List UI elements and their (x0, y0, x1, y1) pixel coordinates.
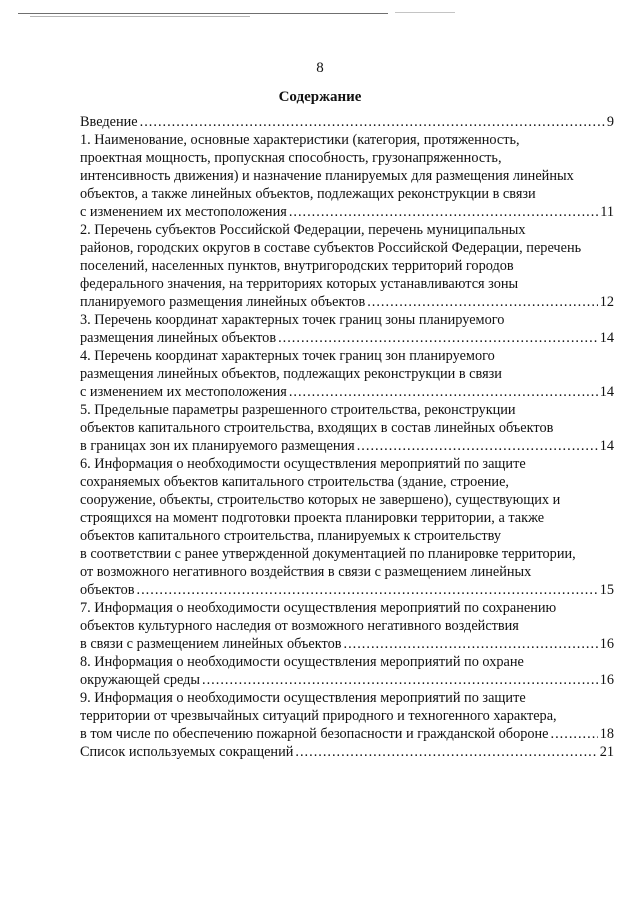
toc-entry-line: территории от чрезвычайных ситуаций природного и техногенного характера, (80, 708, 557, 724)
toc-entry-line: объектов капитального строительства, планируемых к строительству (80, 528, 502, 544)
toc-entry-line: объектов капитального строительства, входящих в состав линейных объектов (80, 420, 554, 436)
dot-leader (278, 329, 598, 347)
toc-entry-text: планируемого размещения линейных объектов (80, 294, 366, 310)
toc-entry-last-line (80, 329, 614, 347)
toc-page-number: 21 (599, 744, 614, 760)
toc-page-number: 14 (599, 330, 614, 346)
table-of-contents (80, 113, 614, 761)
toc-entry-line: в соответствии с ранее утвержденной документацией по планировке территории, (80, 546, 576, 562)
toc-entry-last-line (80, 203, 614, 221)
toc-entry-line: объектов культурного наследия от возможного негативного воздействия (80, 618, 519, 634)
toc-page-number: 12 (599, 294, 614, 310)
toc-page-number: 15 (599, 582, 614, 598)
toc-entry-text: в том числе по обеспечению пожарной безопасности и гражданской обороне (80, 726, 549, 742)
toc-entry-last-line (80, 437, 614, 455)
toc-entry[interactable] (80, 113, 614, 131)
toc-entry-line: 5. Предельные параметры разрешенного строительства, реконструкции (80, 402, 516, 418)
toc-entry[interactable] (80, 131, 614, 221)
toc-entry-last-line (80, 671, 614, 689)
toc-entry-text: с изменением их местоположения (80, 384, 287, 400)
scan-artifact-line (18, 13, 388, 14)
toc-entry-line: поселений, населенных пунктов, внутригородских территорий городов (80, 258, 514, 274)
toc-page-number: 9 (606, 114, 614, 130)
toc-entry-line: проектная мощность, пропускная способность, грузонапряженность, (80, 150, 502, 166)
toc-entry-last-line (80, 383, 614, 401)
toc-entry-line: объектов, а также линейных объектов, подлежащих реконструкции в связи (80, 186, 536, 202)
toc-page-number: 16 (599, 636, 614, 652)
toc-entry[interactable] (80, 599, 614, 653)
toc-entry-line: районов, городских округов в составе субъектов Российской Федерации, перечень (80, 240, 582, 256)
toc-entry-last-line (80, 581, 614, 599)
toc-entry-last-line (80, 113, 614, 131)
toc-entry[interactable] (80, 743, 614, 761)
toc-entry-line: 7. Информация о необходимости осуществления мероприятий по сохранению (80, 600, 557, 616)
dot-leader (137, 581, 598, 599)
toc-entry-line: строящихся на момент подготовки проекта планировки территории, а также (80, 510, 545, 526)
toc-entry-last-line (80, 635, 614, 653)
dot-leader (551, 725, 598, 743)
toc-title: Содержание (278, 89, 362, 105)
scan-artifact-line (30, 16, 250, 17)
toc-page-number: 14 (599, 384, 614, 400)
dot-leader (202, 671, 598, 689)
dot-leader (357, 437, 598, 455)
toc-entry-line: интенсивность движения) и назначение планируемых для размещения линейных (80, 168, 574, 184)
dot-leader (289, 383, 598, 401)
toc-entry[interactable] (80, 221, 614, 311)
toc-entry-text: в границах зон их планируемого размещения (80, 438, 355, 454)
toc-entry-last-line (80, 293, 614, 311)
toc-entry-text: размещения линейных объектов (80, 330, 277, 346)
toc-entry-last-line (80, 743, 614, 761)
dot-leader (289, 203, 598, 221)
toc-entry-line: 3. Перечень координат характерных точек границ зоны планируемого (80, 312, 505, 328)
toc-entry-line: 1. Наименование, основные характеристики (категория, протяженность, (80, 132, 520, 148)
toc-entry[interactable] (80, 689, 614, 743)
toc-entry-text: в связи с размещением линейных объектов (80, 636, 342, 652)
toc-entry-text: окружающей среды (80, 672, 201, 688)
toc-entry-line: федерального значения, на территориях которых устанавливаются зоны (80, 276, 519, 292)
toc-entry-line: размещения линейных объектов, подлежащих реконструкции в связи (80, 366, 502, 382)
toc-entry-text: с изменением их местоположения (80, 204, 287, 220)
dot-leader (367, 293, 598, 311)
toc-entry-line: 6. Информация о необходимости осуществления мероприятий по защите (80, 456, 526, 472)
toc-page-number: 18 (599, 726, 614, 742)
toc-entry-line: сохраняемых объектов капитального строительства (здание, строение, (80, 474, 510, 490)
toc-page-number: 16 (599, 672, 614, 688)
toc-entry[interactable] (80, 401, 614, 455)
toc-entry-line: 9. Информация о необходимости осуществления мероприятий по защите (80, 690, 526, 706)
dot-leader (344, 635, 598, 653)
toc-entry-text: Список используемых сокращений (80, 744, 294, 760)
toc-entry-text: Введение (80, 114, 138, 130)
toc-entry[interactable] (80, 653, 614, 689)
toc-page-number: 14 (599, 438, 614, 454)
toc-entry[interactable] (80, 347, 614, 401)
scan-artifact-line (395, 12, 455, 13)
toc-entry-line: от возможного негативного воздействия в связи с размещением линейных (80, 564, 532, 580)
toc-entry[interactable] (80, 311, 614, 347)
toc-entry[interactable] (80, 455, 614, 599)
toc-entry-line: 2. Перечень субъектов Российской Федерации, перечень муниципальных (80, 222, 526, 238)
dot-leader (140, 113, 605, 131)
toc-entry-line: 4. Перечень координат характерных точек границ зон планируемого (80, 348, 495, 364)
toc-entry-last-line (80, 725, 614, 743)
toc-entry-text: объектов (80, 582, 135, 598)
toc-entry-line: 8. Информация о необходимости осуществления мероприятий по охране (80, 654, 524, 670)
dot-leader (295, 743, 597, 761)
toc-page-number: 11 (600, 204, 614, 220)
page-number: 8 (316, 60, 324, 76)
toc-entry-line: сооружение, объекты, строительство которых не завершено), существующих и (80, 492, 561, 508)
